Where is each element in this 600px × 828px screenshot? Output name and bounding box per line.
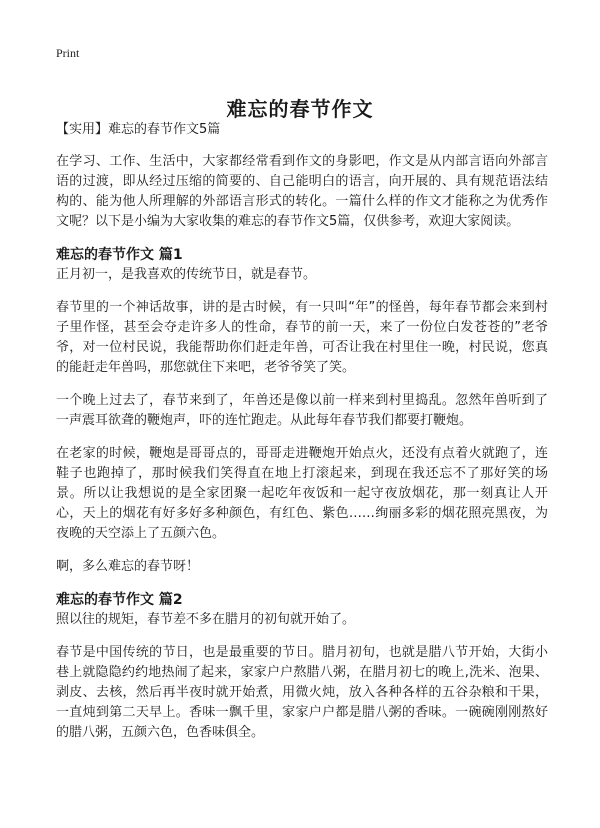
section-heading: 难忘的春节作文 篇2 <box>56 592 183 608</box>
section-paragraph: 照以往的规矩，春节差不多在腊月的初旬就开始了。 <box>56 612 356 627</box>
section-paragraph: 在老家的时候，鞭炮是哥哥点的，哥哥走进鞭炮开始点火，还没有点着火就跑了，连鞋子也跑掉了，那时候我们笑得直在地上打滚起来，到现在我还忘不了那好笑的场景。所以让我想说的是全家团聚一起吃年夜饭和一起守夜放烟花，那一刻真让人开心，天上的烟花有好多好多种颜色，有红色、紫色……绚丽多彩的烟花照亮黑夜，为夜晚的天空添上了五颜六色。 <box>56 446 548 541</box>
print-label: Print <box>56 46 80 60</box>
section-paragraph: 一个晚上过去了，春节来到了，年兽还是像以前一样来到村里捣乱。忽然年兽听到了一声震耳欲聋的鞭炮声，吓的连忙跑走。从此每年春节我们都要打鞭炮。 <box>56 393 548 428</box>
document-body <box>56 120 548 756</box>
section-paragraph: 正月初一，是我喜欢的传统节日，就是春节。 <box>56 267 317 282</box>
essay-section-1 <box>56 245 548 577</box>
section-paragraph: 春节里的一个神话故事，讲的是古时候，有一只叫“年”的怪兽，每年春节都会来到村子里作怪，甚至会夺走许多人的性命，春节的前一天，来了一份位白发苍苍的”老爷爷，对一位村民说，我能帮助你们赶走年兽，可否让我在村里住一晚，村民说，您真的能赶走年兽吗，那您就住下来吧，老爷爷笑了笑。 <box>56 300 548 375</box>
section-paragraph: 啊，多么难忘的春节呀！ <box>56 559 200 574</box>
section-heading: 难忘的春节作文 篇1 <box>56 247 183 263</box>
document-title: 难忘的春节作文 <box>226 97 374 122</box>
section-paragraph: 春节是中国传统的节日，也是最重要的节日。腊月初旬，也就是腊八节开始，大街小巷上就隐隐约约地热闹了起来，家家户户熬腊八粥，在腊月初七的晚上,洗米、泡果、剥皮、去核，然后再半夜时就开始煮，用微火炖，放入各种各样的五谷杂粮和干果，一直炖到第二天早上。香味一飘千里，家家户户都是腊八粥的香味。一碗碗刚刚熬好的腊八粥，五颜六色，色香味俱全。 <box>56 645 548 740</box>
essay-section-2 <box>56 590 548 743</box>
intro-paragraph: 在学习、工作、生活中，大家都经常看到作文的身影吧，作文是从内部言语向外部言语的过渡，即从经过压缩的简要的、自己能明白的语言，向开展的、具有规范语法结构的、能为他人所理解的外部语言形式的转化。一篇什么样的作文才能称之为优秀作文呢？以下是小编为大家收集的难忘的春节作文5篇，仅供参考，欢迎大家阅读。 <box>56 154 548 229</box>
document-subtitle: 【实用】难忘的春节作文5篇 <box>56 122 221 137</box>
